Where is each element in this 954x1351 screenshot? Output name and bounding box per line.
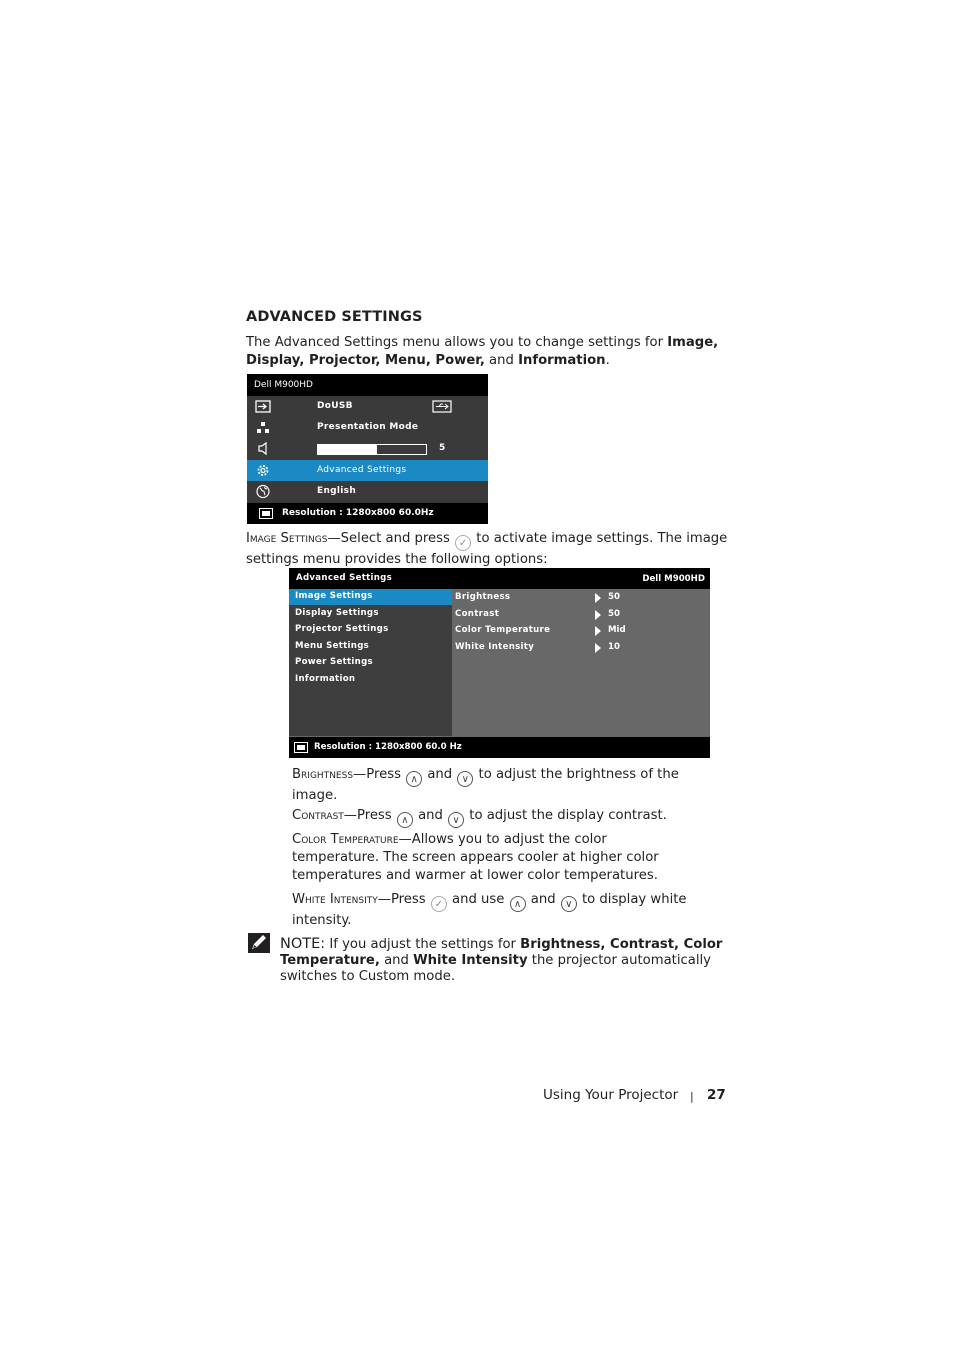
osd-status-bar xyxy=(247,503,488,524)
osd-item-advanced-settings[interactable] xyxy=(247,460,488,481)
menu-item-label: Menu Settings xyxy=(295,640,370,651)
page-number: 27 xyxy=(707,1087,726,1103)
brightness-description xyxy=(292,766,692,805)
arrow-right-icon xyxy=(595,593,601,603)
note-text: the projector automatically switches to Custom mode. xyxy=(280,953,711,984)
osd-main-menu xyxy=(247,374,488,524)
desc-text: to adjust the display contrast. xyxy=(465,808,667,823)
volume-slider[interactable] xyxy=(317,444,427,455)
intro-period: . xyxy=(605,353,610,368)
desc-text: and xyxy=(526,892,560,907)
intro-bold-image: Image, xyxy=(667,335,719,350)
osd-status-bar xyxy=(289,737,710,758)
desc-text: Press xyxy=(390,892,430,907)
option-color-temperature[interactable] xyxy=(455,623,705,639)
up-arrow-icon: ∧ xyxy=(510,896,526,912)
note-text: If you adjust the settings for xyxy=(325,937,521,952)
osd-resolution: Resolution : 1280x800 60.0Hz xyxy=(282,508,434,518)
osd-item-language[interactable] xyxy=(247,481,488,502)
image-settings-term: Image Settings xyxy=(246,531,328,546)
note-label: NOTE: xyxy=(280,936,326,952)
check-icon: ✓ xyxy=(431,896,447,912)
globe-icon xyxy=(255,484,271,499)
menu-item-menu-settings[interactable] xyxy=(289,639,452,655)
input-icon xyxy=(255,399,271,414)
intro-text: The Advanced Settings menu allows you to change settings for xyxy=(246,335,668,350)
desc-text: Allows you to adjust the color temperature. The screen appears cooler at higher color temperatures and warmer at lower color temperatures. xyxy=(292,832,659,883)
osd-model-title: Dell M900HD xyxy=(254,380,313,390)
down-arrow-icon: ∨ xyxy=(561,896,577,912)
image-settings-paragraph xyxy=(246,530,741,569)
osd-item-presentation-mode[interactable] xyxy=(247,417,488,438)
intro-and: and xyxy=(484,353,519,368)
up-arrow-icon: ∧ xyxy=(397,812,413,828)
menu-item-label: Projector Settings xyxy=(295,624,389,634)
desc-text: and xyxy=(413,808,448,823)
footer-section-title: Using Your Projector xyxy=(543,1087,679,1103)
contrast-term: Contrast— xyxy=(292,808,357,823)
note-pencil-icon xyxy=(248,933,270,953)
menu-item-label: Information xyxy=(295,673,356,684)
network-icon xyxy=(255,420,271,435)
desc-text: to display white intensity. xyxy=(292,892,687,928)
white-intensity-description xyxy=(292,891,702,930)
menu-item-label: Image Settings xyxy=(295,591,373,601)
option-brightness[interactable] xyxy=(455,590,705,606)
monitor-icon xyxy=(259,508,273,519)
usb-icon xyxy=(432,400,452,413)
arrow-right-icon xyxy=(595,626,601,636)
volume-slider-fill xyxy=(318,445,377,454)
osd-menu-title: Advanced Settings xyxy=(296,573,393,583)
up-arrow-icon: ∧ xyxy=(406,771,422,787)
image-settings-text-b: to activate image settings. The image settings menu provides the following options: xyxy=(246,531,728,567)
osd-resolution: Resolution : 1280x800 60.0 Hz xyxy=(314,742,462,752)
option-value: 50 xyxy=(608,592,620,602)
arrow-right-icon xyxy=(595,610,601,620)
option-value: Mid xyxy=(608,625,626,635)
option-name: Brightness xyxy=(455,592,511,602)
brightness-term: Brightness— xyxy=(292,767,367,782)
osd-advanced-settings xyxy=(289,568,710,758)
white-intensity-term: White Intensity— xyxy=(292,892,391,907)
osd-model-title: Dell M900HD xyxy=(642,574,705,584)
desc-text: and xyxy=(423,767,457,782)
osd-item-label: DoUSB xyxy=(317,401,353,411)
menu-item-label: Power Settings xyxy=(295,657,373,667)
term-dash: — xyxy=(327,531,341,546)
osd-item-label: Advanced Settings xyxy=(317,465,407,475)
option-contrast[interactable] xyxy=(455,607,705,623)
menu-item-image-settings[interactable] xyxy=(289,589,452,605)
section-heading: ADVANCED SETTINGS xyxy=(246,309,423,325)
check-icon: ✓ xyxy=(455,535,471,551)
down-arrow-icon: ∨ xyxy=(457,771,473,787)
note-text: and xyxy=(379,953,414,968)
option-white-intensity[interactable] xyxy=(455,640,705,656)
osd-title-bar xyxy=(247,374,488,396)
desc-text: and use xyxy=(447,892,509,907)
intro-bold-list: Display, Projector, Menu, Power, xyxy=(246,353,485,368)
intro-bold-information: Information xyxy=(518,353,606,368)
osd-item-volume[interactable] xyxy=(247,438,488,459)
image-settings-text: Select and press xyxy=(340,531,455,546)
osd-item-dousb[interactable] xyxy=(247,396,488,417)
color-temperature-description xyxy=(292,831,662,885)
menu-item-display-settings[interactable] xyxy=(289,606,452,622)
osd-title-bar xyxy=(289,568,710,589)
option-value: 50 xyxy=(608,608,620,619)
option-value: 10 xyxy=(608,641,620,652)
note-paragraph xyxy=(280,936,730,985)
volume-value: 5 xyxy=(439,443,446,453)
note-bold: White Intensity xyxy=(413,953,528,968)
footer-separator: | xyxy=(690,1090,694,1103)
desc-text: Press xyxy=(356,808,396,823)
osd-left-panel xyxy=(289,589,452,736)
speaker-icon xyxy=(255,441,271,456)
menu-item-projector-settings[interactable] xyxy=(289,622,452,638)
intro-paragraph xyxy=(246,334,746,370)
osd-item-label: Presentation Mode xyxy=(317,422,419,432)
color-temperature-term: Color Temperature— xyxy=(292,832,412,847)
osd-item-label: English xyxy=(317,486,357,496)
option-name: Color Temperature xyxy=(455,625,551,635)
desc-text: to adjust the brightness of the image. xyxy=(292,767,679,803)
gear-icon xyxy=(255,463,271,478)
menu-item-label: Display Settings xyxy=(295,607,379,618)
desc-text: Press xyxy=(366,767,406,782)
monitor-icon xyxy=(294,742,308,753)
option-name: Contrast xyxy=(455,608,500,619)
contrast-description xyxy=(292,807,712,828)
note-bold: Brightness, Contrast, Color Temperature, xyxy=(280,937,723,968)
arrow-right-icon xyxy=(595,643,601,653)
option-name: White Intensity xyxy=(455,641,535,652)
down-arrow-icon: ∨ xyxy=(448,812,464,828)
menu-item-power-settings[interactable] xyxy=(289,655,452,671)
menu-item-information[interactable] xyxy=(289,672,452,688)
